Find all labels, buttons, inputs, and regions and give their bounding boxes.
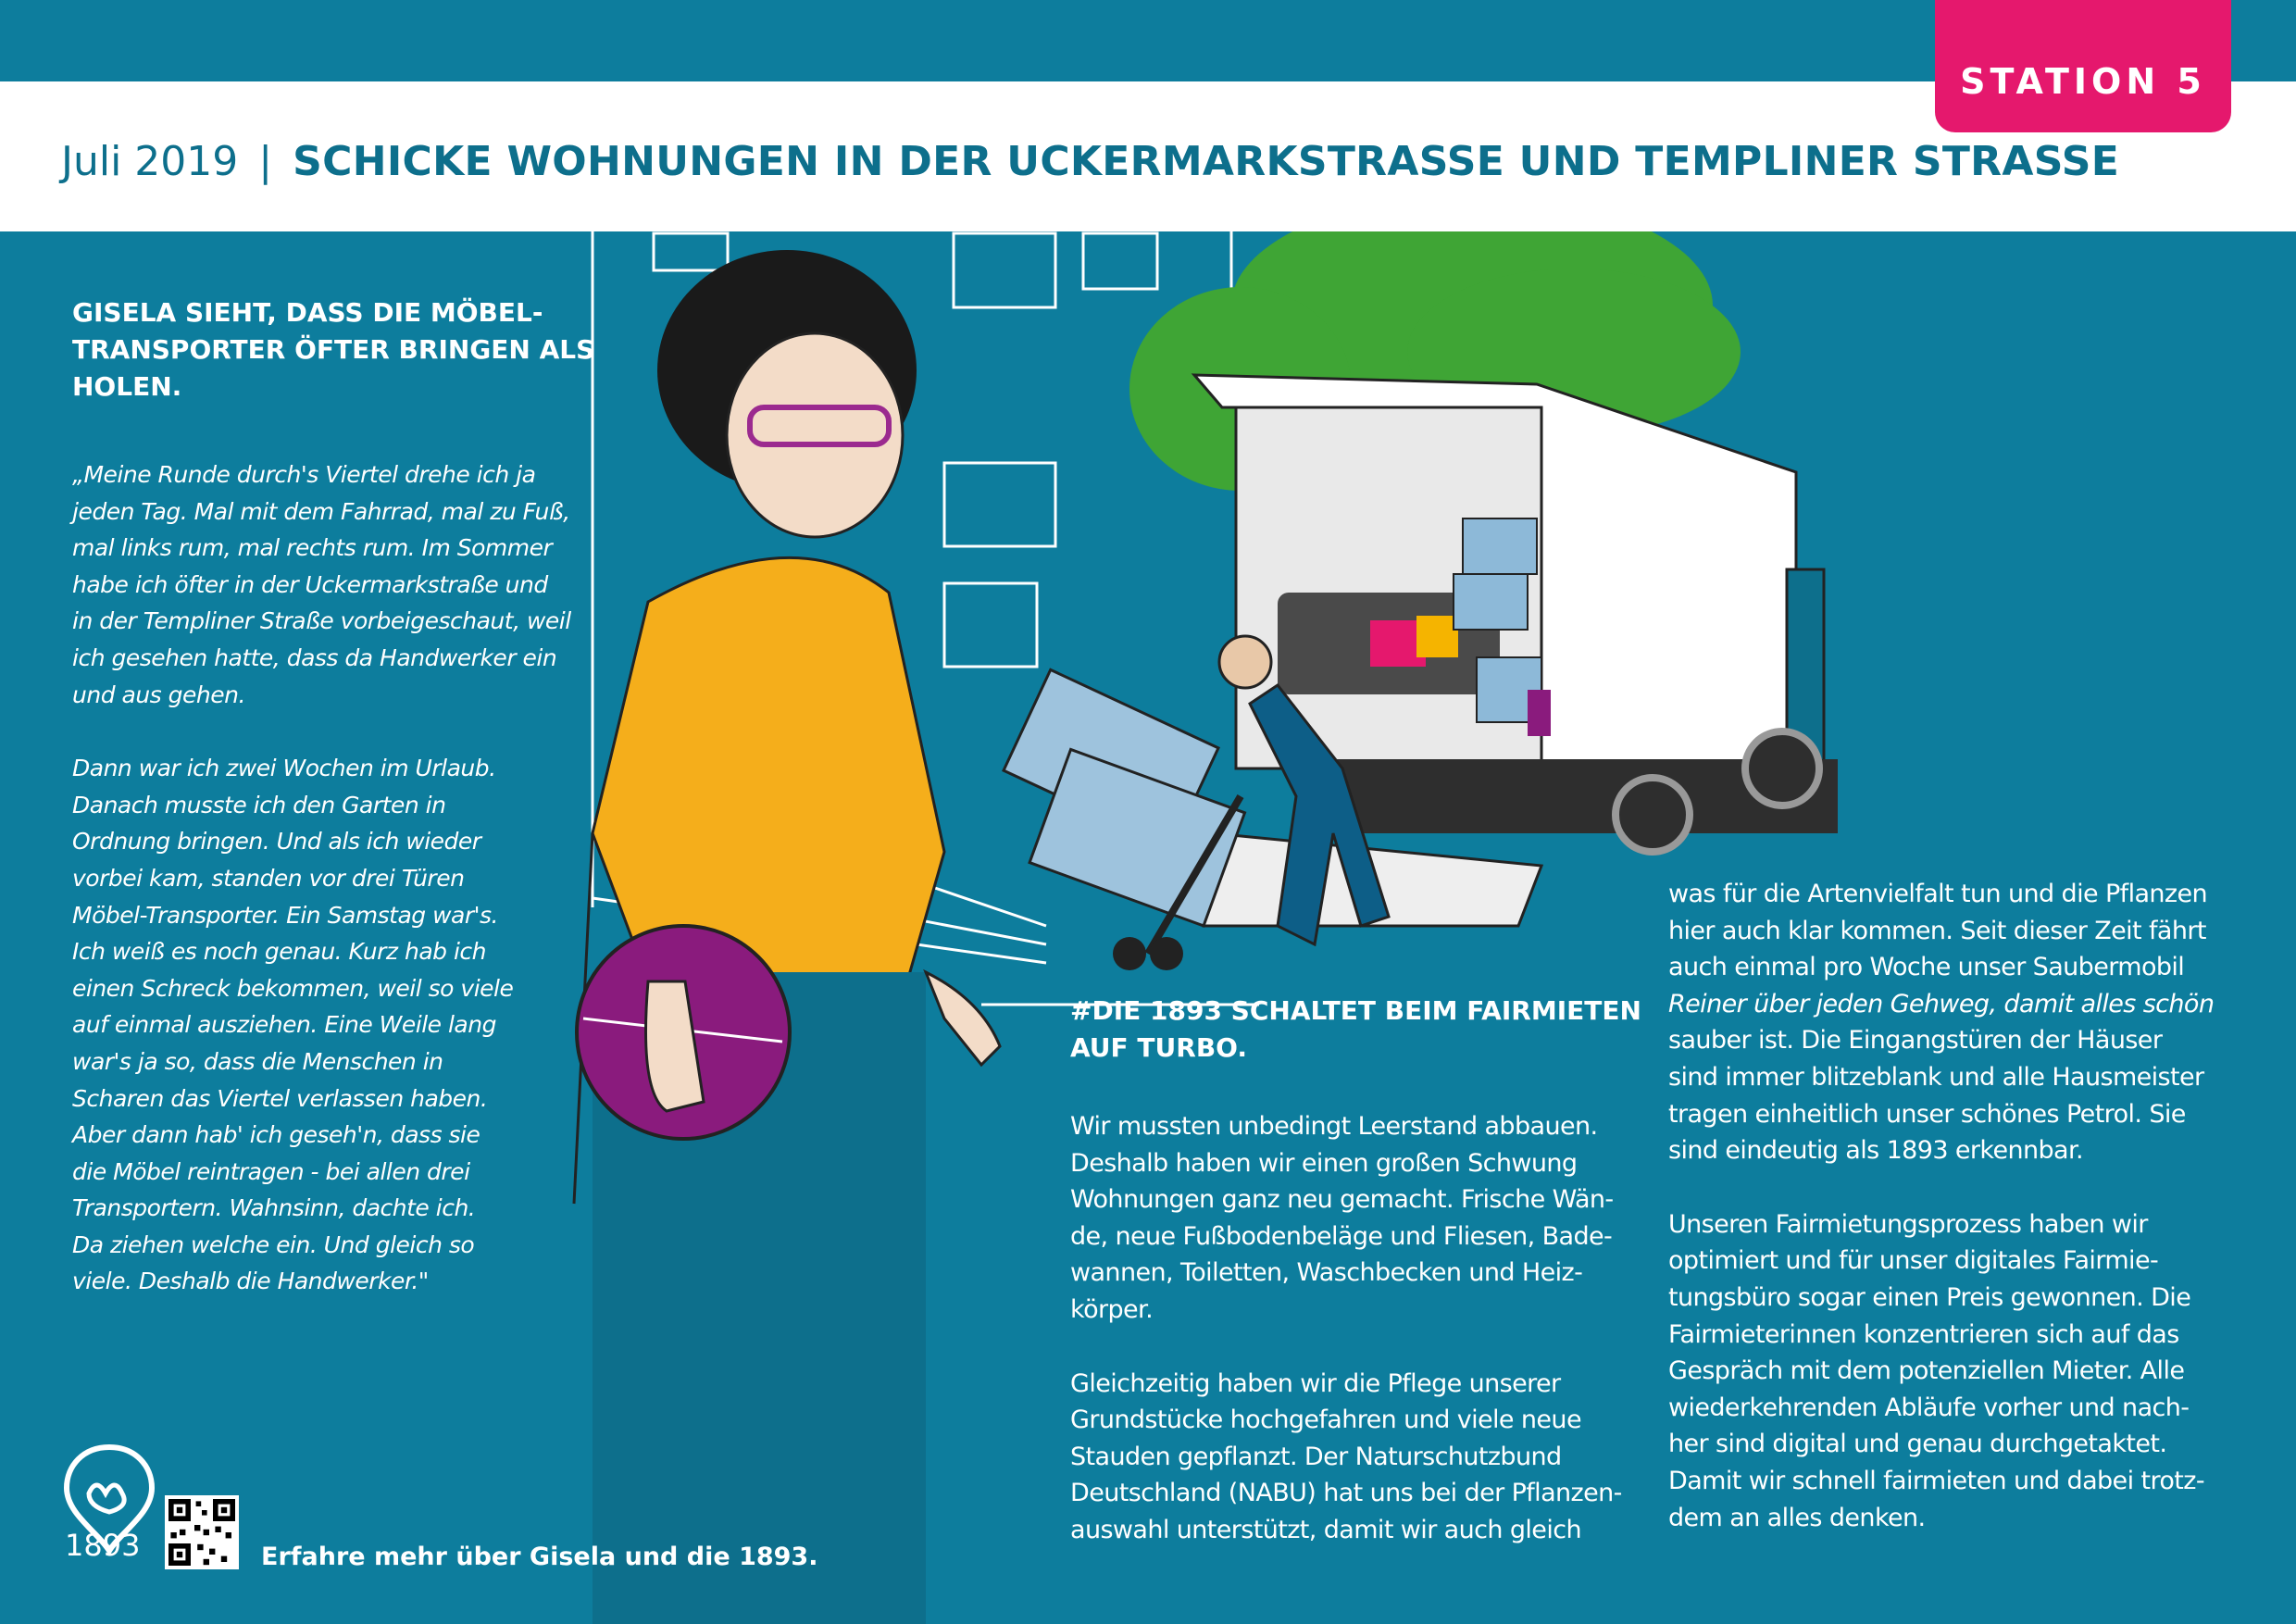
quote-paragraph-2 [72, 750, 628, 1300]
quote-line: viele. Deshalb die Handwerker." [72, 1268, 429, 1295]
left-heading-line: HOLEN. [72, 371, 182, 402]
body-line: optimiert und für unser digitales Fairmie- [1668, 1246, 2159, 1276]
quote-line: Ordnung bringen. Und als ich wieder [72, 828, 481, 856]
quote-line: in der Templiner Straße vorbeigeschaut, weil [72, 607, 571, 635]
body-line: Grundstücke hochgefahren und viele neue [1070, 1405, 1581, 1435]
body-line: Damit wir schnell fairmieten und dabei trotz- [1668, 1466, 2204, 1495]
quote-line: Ich weiß es noch genau. Kurz hab ich [72, 938, 486, 966]
body-line: sauber ist. Die Eingangstüren der Häuser [1668, 1026, 2163, 1056]
body-line: her sind digital und genau durchgetaktet. [1668, 1430, 2167, 1459]
middle-heading-line: AUF TURBO. [1070, 1032, 1247, 1063]
page-title [61, 134, 2119, 190]
quote-line: Dann war ich zwei Wochen im Urlaub. [72, 755, 496, 782]
body-line: Stauden gepflanzt. Der Naturschutzbund [1070, 1442, 1562, 1471]
quote-line: auf einmal ausziehen. Eine Weile lang [72, 1011, 496, 1039]
logo-text: 1893 [65, 1528, 141, 1563]
body-line: auch einmal pro Woche unser Saubermobil [1668, 953, 2185, 982]
middle-column [1070, 993, 1653, 1549]
quote-line: Möbel-Transporter. Ein Samstag war's. [72, 901, 498, 929]
body-line: hier auch klar kommen. Seit dieser Zeit fährt [1668, 916, 2206, 945]
quote-line: war's ja so, dass die Menschen in [72, 1047, 443, 1075]
title-separator: | [258, 138, 273, 185]
body-line: Gespräch mit dem potenziellen Mieter. Alle [1668, 1356, 2185, 1386]
body-line: dem an alles denken. [1668, 1503, 1926, 1532]
right-paragraph-1 [1668, 876, 2242, 1169]
body-line: körper. [1070, 1294, 1154, 1324]
middle-paragraph-2 [1070, 1366, 1653, 1549]
quote-paragraph-1 [72, 456, 628, 713]
left-column [72, 294, 628, 1300]
quote-line: mal links rum, mal rechts rum. Im Sommer [72, 534, 553, 562]
quote-line: Da ziehen welche ein. Und gleich so [72, 1230, 475, 1258]
body-line: Deshalb haben wir einen großen Schwung [1070, 1148, 1578, 1178]
body-line: wannen, Toiletten, Waschbecken und Heiz- [1070, 1258, 1583, 1288]
body-line: Wohnungen ganz neu gemacht. Frische Wän- [1070, 1185, 1614, 1215]
quote-line: und aus gehen. [72, 681, 245, 708]
right-column [1668, 876, 2242, 1536]
middle-paragraph-1 [1070, 1108, 1653, 1329]
left-heading-line: GISELA SIEHT, DASS DIE MÖBEL- [72, 297, 543, 328]
quote-line: Scharen das Viertel verlassen haben. [72, 1084, 488, 1112]
middle-heading [1070, 993, 1653, 1067]
quote-line: vorbei kam, standen vor drei Türen [72, 864, 465, 892]
body-line: Wir mussten unbedingt Leerstand abbauen. [1070, 1112, 1598, 1141]
body-line: was für die Artenvielfalt tun und die Pflanzen [1668, 880, 2208, 908]
woman-gisela [574, 250, 1000, 1624]
qr-code-icon[interactable] [165, 1495, 239, 1569]
body-line: Reiner über jeden Gehweg, damit alles schön [1668, 989, 2215, 1018]
body-line: Gleichzeitig haben wir die Pflege unserer [1070, 1368, 1561, 1398]
body-line: auswahl unterstützt, damit wir auch gleich [1070, 1515, 1581, 1544]
body-line: Deutschland (NABU) hat uns bei der Pflanzen- [1070, 1479, 1622, 1508]
quote-line: „Meine Runde durch's Viertel drehe ich ja [72, 461, 536, 488]
body-line: sind immer blitzeblank und alle Hausmeister [1668, 1062, 2204, 1092]
body-line: wiederkehrenden Abläufe vorher und nach- [1668, 1393, 2190, 1422]
quote-line: Danach musste ich den Garten in [72, 791, 446, 818]
quote-line: Aber dann hab' ich geseh'n, dass sie [72, 1121, 480, 1149]
body-line: sind eindeutig als 1893 erkennbar. [1668, 1136, 2084, 1166]
left-heading-line: TRANSPORTER ÖFTER BRINGEN ALS [72, 334, 595, 365]
headline: SCHICKE WOHNUNGEN IN DER UCKERMARKSTRASSE UND TEMPLINER STRASSE [293, 138, 2120, 185]
quote-line: jeden Tag. Mal mit dem Fahrrad, mal zu Fuß, [72, 497, 570, 525]
learn-more-text: Erfahre mehr über Gisela und die 1893. [261, 1543, 818, 1571]
station-badge: STATION 5 [1935, 0, 2231, 132]
date-label: Juli 2019 [61, 138, 239, 185]
quote-line: die Möbel reintragen - bei allen drei [72, 1157, 470, 1185]
quote-line: habe ich öfter in der Uckermarkstraße und [72, 570, 548, 598]
quote-line: einen Schreck bekommen, weil so viele [72, 974, 514, 1002]
body-line: de, neue Fußbodenbeläge und Fliesen, Bade- [1070, 1221, 1613, 1251]
left-heading [72, 294, 628, 406]
middle-heading-line: #DIE 1893 SCHALTET BEIM FAIRMIETEN [1070, 995, 1641, 1026]
body-line: Fairmieterinnen konzentrieren sich auf das [1668, 1319, 2179, 1349]
body-line: tungsbüro sogar einen Preis gewonnen. Die [1668, 1282, 2191, 1312]
quote-line: Transportern. Wahnsinn, dachte ich. [72, 1194, 476, 1222]
quote-line: ich gesehen hatte, dass da Handwerker ein [72, 643, 557, 671]
body-line: Unseren Fairmietungsprozess haben wir [1668, 1209, 2148, 1239]
right-paragraph-2 [1668, 1206, 2242, 1536]
body-line: tragen einheitlich unser schönes Petrol. Sie [1668, 1099, 2186, 1129]
